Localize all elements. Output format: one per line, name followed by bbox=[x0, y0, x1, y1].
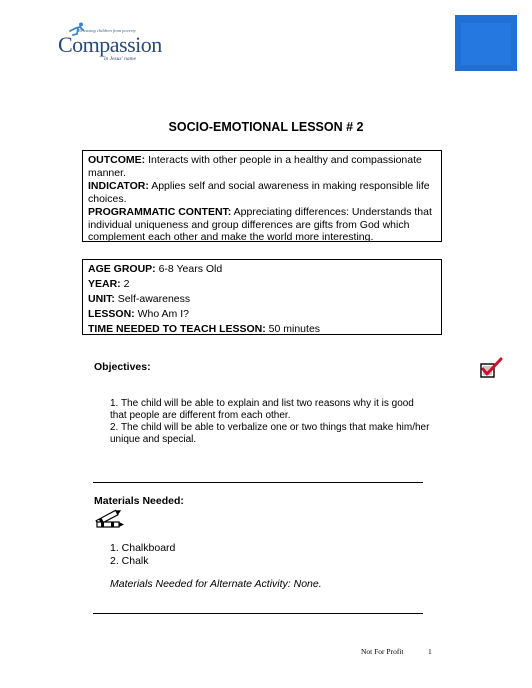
unit-value: Self-awareness bbox=[117, 293, 191, 305]
time-value: 50 minutes bbox=[268, 323, 321, 335]
lesson-row bbox=[88, 308, 436, 321]
logo-wordmark: Compassion bbox=[58, 32, 162, 57]
logo-tagline: Releasing children from poverty bbox=[78, 28, 136, 33]
content-label: PROGRAMMATIC CONTENT: bbox=[88, 206, 232, 218]
indicator-row bbox=[88, 180, 436, 205]
time-row bbox=[88, 323, 436, 336]
divider bbox=[93, 482, 423, 483]
indicator-label: INDICATOR: bbox=[88, 180, 149, 192]
content-text: Appreciating differences: Understands that individual uniqueness and group differences are gifts from God which complement each other and make the world more interesting. bbox=[88, 206, 432, 243]
outcome-text: Interacts with other people in a healthy and compassionate manner. bbox=[88, 154, 422, 179]
indicator-text: Applies self and social awareness in making responsible life choices. bbox=[88, 180, 430, 205]
year-value: 2 bbox=[123, 278, 130, 290]
materials-heading: Materials Needed: bbox=[94, 495, 184, 507]
page-title: SOCIO-EMOTIONAL LESSON # 2 bbox=[168, 120, 364, 134]
alternate-materials-note: Materials Needed for Alternate Activity: None. bbox=[110, 578, 322, 590]
year-label: YEAR: bbox=[88, 278, 121, 290]
logo-subline: in Jesus' name bbox=[104, 56, 137, 62]
page-number: 1 bbox=[428, 647, 432, 656]
lesson-info-box bbox=[82, 259, 442, 335]
unit-label: UNIT: bbox=[88, 293, 115, 305]
outcome-row bbox=[88, 154, 436, 179]
material-item: 2. Chalk bbox=[110, 554, 149, 567]
compassion-logo bbox=[56, 22, 168, 66]
lesson-value: Who Am I? bbox=[137, 308, 189, 320]
age-value: 6-8 Years Old bbox=[158, 263, 223, 275]
objective-item: 1. The child will be able to explain and list two reasons why it is good that people are different from each other. bbox=[110, 398, 414, 421]
lesson-label: LESSON: bbox=[88, 308, 135, 320]
age-label: AGE GROUP: bbox=[88, 263, 156, 275]
objectives-list bbox=[110, 398, 430, 446]
materials-list bbox=[110, 542, 175, 567]
year-row bbox=[88, 278, 436, 291]
content-row bbox=[88, 206, 436, 244]
crayons-icon bbox=[93, 508, 127, 530]
objectives-heading: Objectives: bbox=[94, 361, 151, 373]
age-row bbox=[88, 263, 436, 276]
material-item: 1. Chalkboard bbox=[110, 542, 176, 554]
checkbox-check-icon bbox=[478, 357, 504, 381]
unit-row bbox=[88, 293, 436, 306]
divider bbox=[93, 613, 423, 614]
objective-item: 2. The child will be able to verbalize one or two things that make him/her unique and special. bbox=[110, 422, 430, 445]
time-label: TIME NEEDED TO TEACH LESSON: bbox=[88, 323, 266, 335]
outcome-label: OUTCOME: bbox=[88, 154, 146, 166]
outcome-box bbox=[82, 150, 442, 242]
footer-text: Not For Profit bbox=[361, 647, 404, 656]
corner-decoration bbox=[455, 15, 517, 71]
